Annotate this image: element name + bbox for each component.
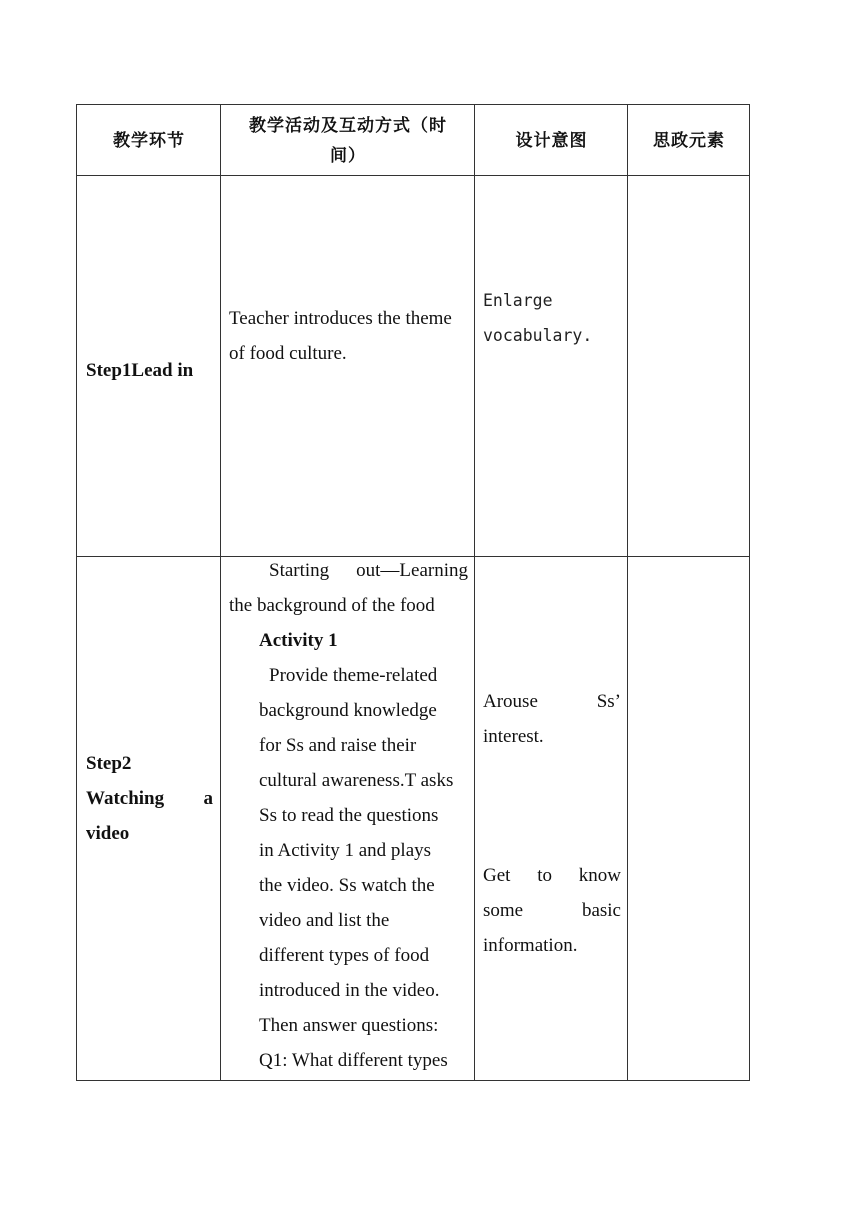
row2-activity-line: for Ss and raise their (259, 735, 417, 756)
row2-intent-2-line3: information. (483, 935, 578, 956)
header-intent (475, 105, 628, 176)
row2-activity-intro-cont: the background of the food (229, 595, 435, 616)
row2-step (86, 746, 213, 851)
row2-activity-word: out—Learning (356, 560, 468, 581)
row1-intent-text: Enlarge (483, 291, 553, 310)
row2-intent-word: Get (483, 865, 511, 886)
row2-activity-line: Provide theme-related (269, 665, 438, 686)
row2-activity (229, 553, 468, 1078)
row2-intent-1-line1 (483, 684, 621, 719)
row2-intent-word: Arouse (483, 691, 538, 712)
row2-step-label-line3: video (86, 823, 130, 844)
header-step (77, 105, 221, 176)
row2-activity-line: Then answer questions: (259, 1015, 439, 1036)
row2-activity-line: in Activity 1 and plays (259, 840, 432, 861)
row2-intent-2-line2 (483, 893, 621, 928)
row1-step-label: Step1Lead in (86, 360, 194, 381)
header-activity-label-cont: 间） (330, 145, 366, 166)
header-activity-label: 教学活动及互动方式（时 (249, 115, 447, 136)
column-divider (474, 105, 475, 1080)
row2-step-label: Step2 (86, 753, 132, 774)
row2-intent-word: basic (581, 900, 621, 921)
row2-activity-intro (229, 553, 468, 588)
row1-intent (483, 283, 623, 353)
row2-activity-title: Activity 1 (259, 630, 338, 651)
row2-activity-line: video and list the (259, 910, 390, 931)
row2-activity-line: Ss to read the questions (259, 805, 439, 826)
row2-step-label-line2 (86, 781, 213, 816)
row2-intent-2 (483, 858, 621, 963)
header-intent-label: 设计意图 (515, 130, 588, 151)
row1-activity-text: Teacher introduces the theme (229, 308, 452, 329)
row2-activity-body (229, 658, 468, 1078)
row1-activity-text-cont: of food culture. (229, 343, 347, 364)
column-divider (627, 105, 628, 1080)
row1-step (86, 353, 216, 388)
lesson-plan-table (76, 104, 750, 1081)
row2-intent-1 (483, 684, 621, 754)
header-activity (221, 105, 475, 176)
column-divider (220, 105, 221, 1080)
row2-intent-2-line1 (483, 858, 621, 893)
row2-intent-word: Ss’ (596, 691, 621, 712)
row2-activity-line: different types of food (259, 945, 430, 966)
row2-intent-word: know (578, 865, 621, 886)
row2-step-word: Watching (86, 788, 165, 809)
row2-activity-line: Q1: What different types (259, 1050, 448, 1071)
row2-intent-word: some (483, 900, 524, 921)
row2-intent-word: to (537, 865, 552, 886)
row2-activity-line: introduced in the video. (259, 980, 440, 1001)
row2-activity-word: Starting (269, 560, 330, 581)
header-step-label: 教学环节 (113, 130, 185, 151)
row1-activity (229, 301, 469, 371)
row1-intent-text-cont: vocabulary. (483, 326, 593, 345)
row2-intent-1-line2: interest. (483, 726, 544, 747)
row2-activity-line: background knowledge (259, 700, 437, 721)
header-ideology-label: 思政元素 (653, 130, 725, 151)
row2-activity-line: cultural awareness.T asks (259, 770, 454, 791)
header-ideology (628, 105, 750, 176)
row2-activity-line: the video. Ss watch the (259, 875, 435, 896)
row2-step-word: a (203, 788, 213, 809)
